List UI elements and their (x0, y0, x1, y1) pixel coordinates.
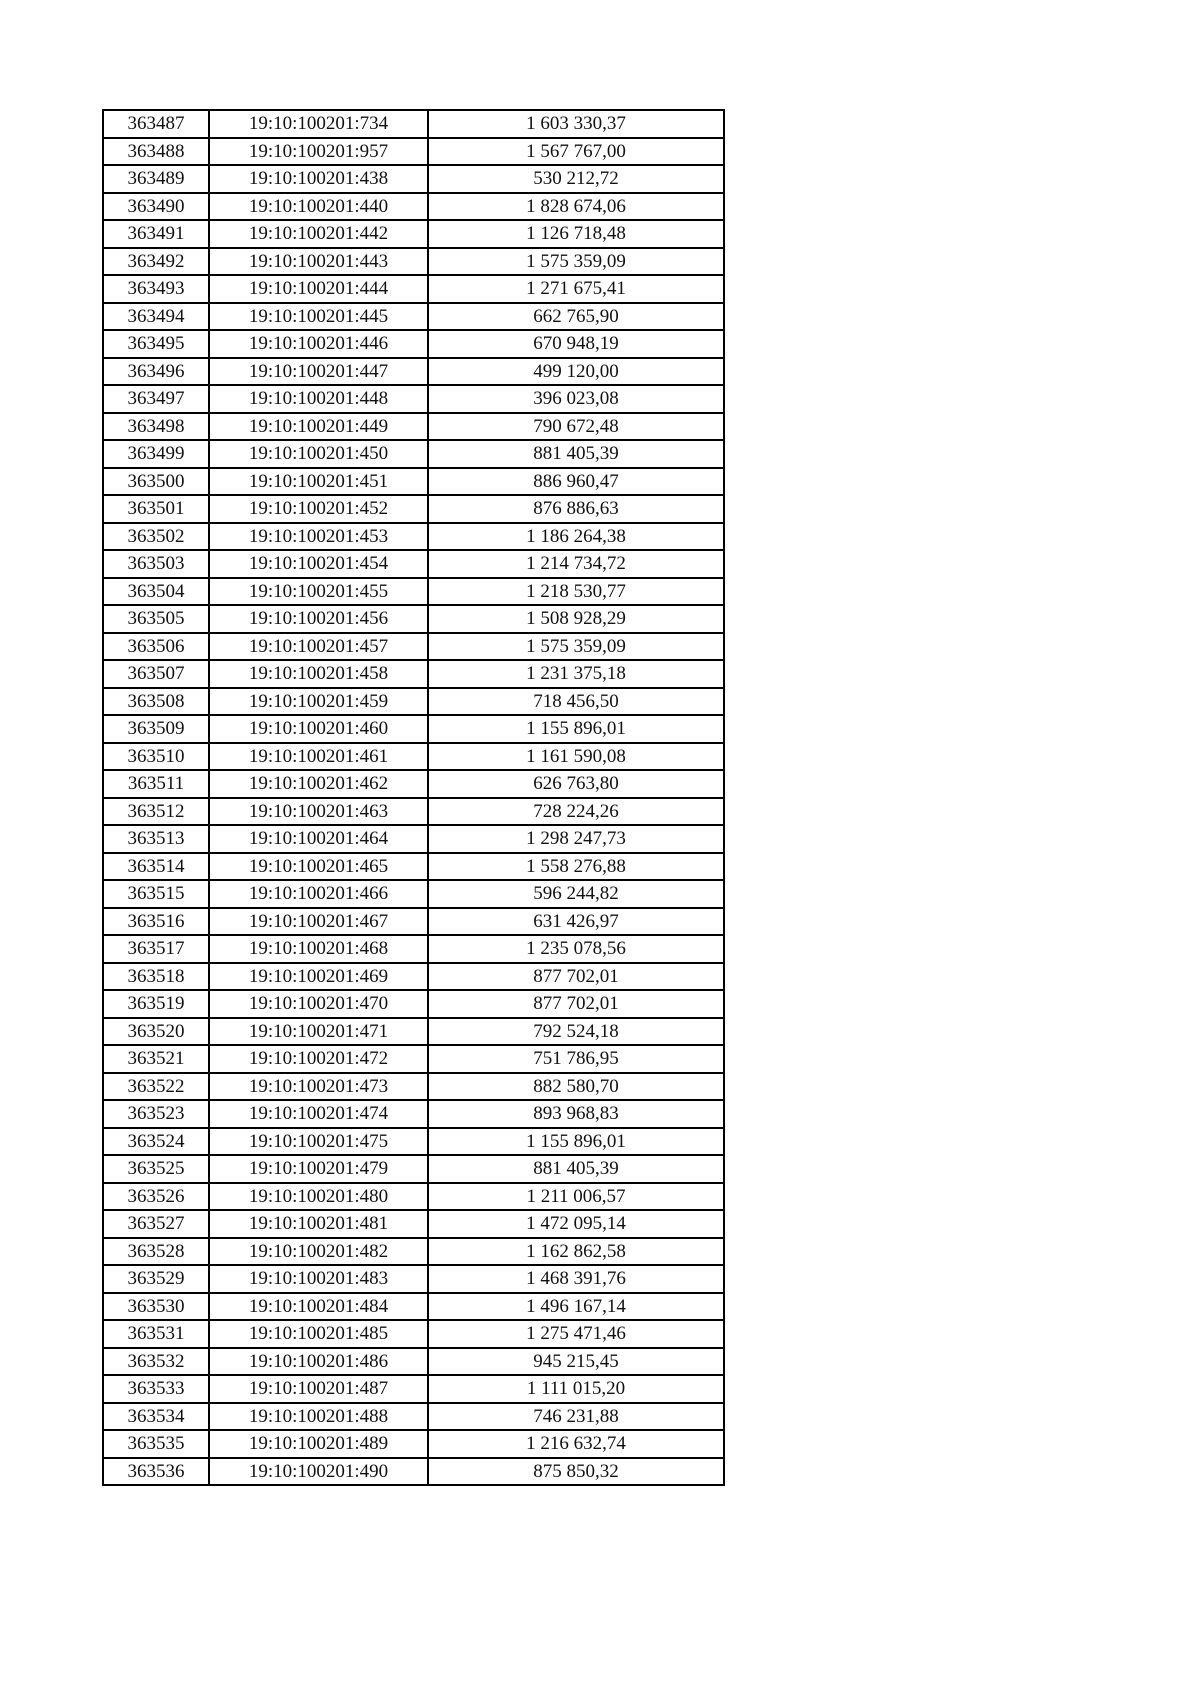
cadastral-number-cell: 19:10:100201:471 (209, 1018, 428, 1046)
value-cell: 499 120,00 (428, 358, 724, 386)
value-cell: 1 155 896,01 (428, 715, 724, 743)
row-number-cell: 363516 (103, 908, 209, 936)
table-row (103, 963, 724, 991)
value-cell: 596 244,82 (428, 880, 724, 908)
value-cell: 1 558 276,88 (428, 853, 724, 881)
table-row (103, 165, 724, 193)
row-number-cell: 363527 (103, 1210, 209, 1238)
table-row (103, 413, 724, 441)
row-number-cell: 363506 (103, 633, 209, 661)
table-row (103, 303, 724, 331)
cadastral-number-cell: 19:10:100201:444 (209, 275, 428, 303)
row-number-cell: 363500 (103, 468, 209, 496)
table-row (103, 770, 724, 798)
value-cell: 1 214 734,72 (428, 550, 724, 578)
table-row (103, 1073, 724, 1101)
row-number-cell: 363494 (103, 303, 209, 331)
value-cell: 1 126 718,48 (428, 220, 724, 248)
table-row (103, 550, 724, 578)
row-number-cell: 363525 (103, 1155, 209, 1183)
value-cell: 1 211 006,57 (428, 1183, 724, 1211)
cadastral-number-cell: 19:10:100201:458 (209, 660, 428, 688)
table-row (103, 138, 724, 166)
cadastral-number-cell: 19:10:100201:459 (209, 688, 428, 716)
table-row (103, 660, 724, 688)
table-row (103, 1100, 724, 1128)
row-number-cell: 363526 (103, 1183, 209, 1211)
cadastral-number-cell: 19:10:100201:443 (209, 248, 428, 276)
cadastral-number-cell: 19:10:100201:480 (209, 1183, 428, 1211)
table-row (103, 743, 724, 771)
cadastral-number-cell: 19:10:100201:485 (209, 1320, 428, 1348)
value-cell: 881 405,39 (428, 1155, 724, 1183)
data-table (102, 109, 725, 1486)
value-cell: 631 426,97 (428, 908, 724, 936)
row-number-cell: 363513 (103, 825, 209, 853)
row-number-cell: 363534 (103, 1403, 209, 1431)
table-row (103, 110, 724, 138)
row-number-cell: 363535 (103, 1430, 209, 1458)
cadastral-number-cell: 19:10:100201:486 (209, 1348, 428, 1376)
value-cell: 877 702,01 (428, 990, 724, 1018)
cadastral-number-cell: 19:10:100201:957 (209, 138, 428, 166)
row-number-cell: 363498 (103, 413, 209, 441)
row-number-cell: 363497 (103, 385, 209, 413)
row-number-cell: 363530 (103, 1293, 209, 1321)
row-number-cell: 363504 (103, 578, 209, 606)
cadastral-number-cell: 19:10:100201:489 (209, 1430, 428, 1458)
table-row (103, 358, 724, 386)
cadastral-number-cell: 19:10:100201:463 (209, 798, 428, 826)
table-row (103, 1265, 724, 1293)
cadastral-number-cell: 19:10:100201:461 (209, 743, 428, 771)
value-cell: 882 580,70 (428, 1073, 724, 1101)
row-number-cell: 363510 (103, 743, 209, 771)
table-row (103, 523, 724, 551)
cadastral-number-cell: 19:10:100201:453 (209, 523, 428, 551)
table-row (103, 1293, 724, 1321)
value-cell: 1 275 471,46 (428, 1320, 724, 1348)
table-row (103, 440, 724, 468)
table-row (103, 1375, 724, 1403)
cadastral-number-cell: 19:10:100201:464 (209, 825, 428, 853)
table-row (103, 385, 724, 413)
table-row (103, 1128, 724, 1156)
cadastral-number-cell: 19:10:100201:481 (209, 1210, 428, 1238)
table-row (103, 495, 724, 523)
table-row (103, 1045, 724, 1073)
table-row (103, 935, 724, 963)
cadastral-number-cell: 19:10:100201:465 (209, 853, 428, 881)
table-row (103, 1320, 724, 1348)
value-cell: 746 231,88 (428, 1403, 724, 1431)
row-number-cell: 363533 (103, 1375, 209, 1403)
cadastral-number-cell: 19:10:100201:470 (209, 990, 428, 1018)
cadastral-number-cell: 19:10:100201:457 (209, 633, 428, 661)
table-row (103, 908, 724, 936)
cadastral-number-cell: 19:10:100201:454 (209, 550, 428, 578)
cadastral-number-cell: 19:10:100201:469 (209, 963, 428, 991)
cadastral-number-cell: 19:10:100201:460 (209, 715, 428, 743)
cadastral-number-cell: 19:10:100201:468 (209, 935, 428, 963)
value-cell: 1 111 015,20 (428, 1375, 724, 1403)
cadastral-number-cell: 19:10:100201:456 (209, 605, 428, 633)
table-row (103, 798, 724, 826)
value-cell: 670 948,19 (428, 330, 724, 358)
value-cell: 792 524,18 (428, 1018, 724, 1046)
cadastral-number-cell: 19:10:100201:455 (209, 578, 428, 606)
value-cell: 1 828 674,06 (428, 193, 724, 221)
table-row (103, 1210, 724, 1238)
cadastral-number-cell: 19:10:100201:474 (209, 1100, 428, 1128)
cadastral-number-cell: 19:10:100201:479 (209, 1155, 428, 1183)
table-row (103, 1458, 724, 1486)
value-cell: 1 216 632,74 (428, 1430, 724, 1458)
table-row (103, 880, 724, 908)
cadastral-number-cell: 19:10:100201:483 (209, 1265, 428, 1293)
row-number-cell: 363523 (103, 1100, 209, 1128)
row-number-cell: 363515 (103, 880, 209, 908)
value-cell: 1 231 375,18 (428, 660, 724, 688)
value-cell: 396 023,08 (428, 385, 724, 413)
cadastral-number-cell: 19:10:100201:734 (209, 110, 428, 138)
row-number-cell: 363536 (103, 1458, 209, 1486)
row-number-cell: 363529 (103, 1265, 209, 1293)
table-body (103, 110, 724, 1485)
row-number-cell: 363490 (103, 193, 209, 221)
cadastral-number-cell: 19:10:100201:462 (209, 770, 428, 798)
value-cell: 1 575 359,09 (428, 633, 724, 661)
value-cell: 718 456,50 (428, 688, 724, 716)
row-number-cell: 363521 (103, 1045, 209, 1073)
cadastral-number-cell: 19:10:100201:482 (209, 1238, 428, 1266)
cadastral-number-cell: 19:10:100201:447 (209, 358, 428, 386)
cadastral-number-cell: 19:10:100201:449 (209, 413, 428, 441)
value-cell: 877 702,01 (428, 963, 724, 991)
row-number-cell: 363487 (103, 110, 209, 138)
cadastral-number-cell: 19:10:100201:488 (209, 1403, 428, 1431)
table-row (103, 578, 724, 606)
row-number-cell: 363488 (103, 138, 209, 166)
value-cell: 1 575 359,09 (428, 248, 724, 276)
value-cell: 1 496 167,14 (428, 1293, 724, 1321)
row-number-cell: 363502 (103, 523, 209, 551)
table-row (103, 1155, 724, 1183)
row-number-cell: 363496 (103, 358, 209, 386)
row-number-cell: 363532 (103, 1348, 209, 1376)
cadastral-number-cell: 19:10:100201:490 (209, 1458, 428, 1486)
cadastral-number-cell: 19:10:100201:442 (209, 220, 428, 248)
table-row (103, 688, 724, 716)
table-row (103, 275, 724, 303)
cadastral-number-cell: 19:10:100201:467 (209, 908, 428, 936)
row-number-cell: 363511 (103, 770, 209, 798)
value-cell: 875 850,32 (428, 1458, 724, 1486)
cadastral-number-cell: 19:10:100201:448 (209, 385, 428, 413)
cadastral-number-cell: 19:10:100201:438 (209, 165, 428, 193)
table-row (103, 825, 724, 853)
table-row (103, 330, 724, 358)
table-row (103, 990, 724, 1018)
cadastral-number-cell: 19:10:100201:472 (209, 1045, 428, 1073)
table-row (103, 633, 724, 661)
table-row (103, 1348, 724, 1376)
table-row (103, 248, 724, 276)
cadastral-number-cell: 19:10:100201:450 (209, 440, 428, 468)
row-number-cell: 363508 (103, 688, 209, 716)
row-number-cell: 363501 (103, 495, 209, 523)
value-cell: 751 786,95 (428, 1045, 724, 1073)
value-cell: 626 763,80 (428, 770, 724, 798)
value-cell: 1 298 247,73 (428, 825, 724, 853)
table-row (103, 715, 724, 743)
value-cell: 662 765,90 (428, 303, 724, 331)
cadastral-number-cell: 19:10:100201:473 (209, 1073, 428, 1101)
value-cell: 1 161 590,08 (428, 743, 724, 771)
value-cell: 790 672,48 (428, 413, 724, 441)
cadastral-number-cell: 19:10:100201:487 (209, 1375, 428, 1403)
row-number-cell: 363493 (103, 275, 209, 303)
table-row (103, 605, 724, 633)
value-cell: 728 224,26 (428, 798, 724, 826)
cadastral-number-cell: 19:10:100201:452 (209, 495, 428, 523)
row-number-cell: 363517 (103, 935, 209, 963)
cadastral-number-cell: 19:10:100201:451 (209, 468, 428, 496)
row-number-cell: 363522 (103, 1073, 209, 1101)
value-cell: 945 215,45 (428, 1348, 724, 1376)
row-number-cell: 363524 (103, 1128, 209, 1156)
value-cell: 1 508 928,29 (428, 605, 724, 633)
table-row (103, 1183, 724, 1211)
table-row (103, 220, 724, 248)
row-number-cell: 363528 (103, 1238, 209, 1266)
row-number-cell: 363505 (103, 605, 209, 633)
value-cell: 876 886,63 (428, 495, 724, 523)
table-row (103, 193, 724, 221)
cadastral-number-cell: 19:10:100201:484 (209, 1293, 428, 1321)
table-row (103, 1238, 724, 1266)
row-number-cell: 363495 (103, 330, 209, 358)
table-row (103, 853, 724, 881)
table-row (103, 1018, 724, 1046)
row-number-cell: 363509 (103, 715, 209, 743)
cadastral-number-cell: 19:10:100201:446 (209, 330, 428, 358)
value-cell: 530 212,72 (428, 165, 724, 193)
value-cell: 1 162 862,58 (428, 1238, 724, 1266)
value-cell: 1 472 095,14 (428, 1210, 724, 1238)
value-cell: 1 567 767,00 (428, 138, 724, 166)
value-cell: 1 271 675,41 (428, 275, 724, 303)
value-cell: 1 468 391,76 (428, 1265, 724, 1293)
cadastral-number-cell: 19:10:100201:440 (209, 193, 428, 221)
row-number-cell: 363507 (103, 660, 209, 688)
row-number-cell: 363519 (103, 990, 209, 1018)
value-cell: 881 405,39 (428, 440, 724, 468)
row-number-cell: 363491 (103, 220, 209, 248)
table-row (103, 468, 724, 496)
table-row (103, 1403, 724, 1431)
row-number-cell: 363499 (103, 440, 209, 468)
cadastral-number-cell: 19:10:100201:475 (209, 1128, 428, 1156)
row-number-cell: 363512 (103, 798, 209, 826)
value-cell: 1 218 530,77 (428, 578, 724, 606)
cadastral-number-cell: 19:10:100201:466 (209, 880, 428, 908)
row-number-cell: 363518 (103, 963, 209, 991)
row-number-cell: 363514 (103, 853, 209, 881)
value-cell: 1 603 330,37 (428, 110, 724, 138)
value-cell: 886 960,47 (428, 468, 724, 496)
value-cell: 893 968,83 (428, 1100, 724, 1128)
table-row (103, 1430, 724, 1458)
row-number-cell: 363520 (103, 1018, 209, 1046)
cadastral-number-cell: 19:10:100201:445 (209, 303, 428, 331)
row-number-cell: 363489 (103, 165, 209, 193)
value-cell: 1 155 896,01 (428, 1128, 724, 1156)
value-cell: 1 186 264,38 (428, 523, 724, 551)
value-cell: 1 235 078,56 (428, 935, 724, 963)
row-number-cell: 363503 (103, 550, 209, 578)
row-number-cell: 363492 (103, 248, 209, 276)
row-number-cell: 363531 (103, 1320, 209, 1348)
